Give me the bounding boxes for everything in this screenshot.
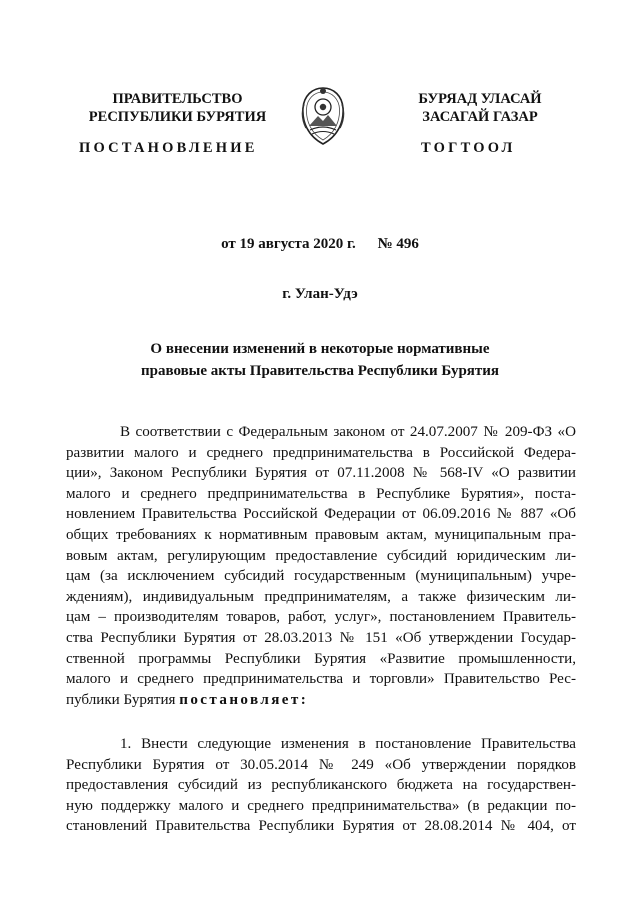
document-number: № 496 xyxy=(377,236,419,252)
text-fragment: публики Бурятия xyxy=(66,691,180,708)
header-left-block xyxy=(60,90,295,126)
title-line-1: О внесении изменений в некоторые нормативные xyxy=(150,341,490,357)
coat-of-arms-icon xyxy=(298,82,348,148)
date-number-line xyxy=(0,236,640,253)
header-left-line-1: ПРАВИТЕЛЬСТВО xyxy=(112,91,243,107)
doc-type-ru: ПОСТАНОВЛЕНИЕ xyxy=(79,140,258,156)
text-line: предоставления субсидий из республиканского бюджета на государствен- xyxy=(66,777,576,794)
header-right-line-1: БУРЯАД УЛАСАЙ xyxy=(418,91,542,107)
text-line: цам (за исключением субсидий государственным (муниципальным) учре- xyxy=(66,568,576,585)
text-line: новлением Правительства Российской Федерации от 06.09.2016 № 887 «Об xyxy=(66,506,576,523)
text-line: ную поддержку малого и среднего предпринимательства» (в редакции по- xyxy=(66,797,576,814)
text-line: малого и среднего предпринимательства в Республике Бурятия», поста- xyxy=(66,485,576,502)
document-title xyxy=(90,338,550,382)
text-line: 1. Внести следующие изменения в постановление Правительства xyxy=(120,736,576,752)
text-line: вовым актам, регулирующим предоставление субсидий юридическим ли- xyxy=(66,547,576,564)
resolves-keyword: постановляет: xyxy=(179,691,309,708)
header-right-line-2: ЗАСАГАЙ ГАЗАР xyxy=(422,109,538,125)
text-line: Республики Бурятия от 30.05.2014 № 249 «Об утверждении порядков xyxy=(66,756,576,773)
document-date: от 19 августа 2020 г. xyxy=(221,236,356,252)
text-line: общих требованиях к нормативным правовым актам, муниципальным пра- xyxy=(66,526,576,543)
text-line: ственной программы Республики Бурятия «Развитие промышленности, xyxy=(66,650,576,667)
text-line: В соответствии с Федеральным законом от 24.07.2007 № 209-ФЗ «О xyxy=(120,424,576,440)
text-line-last xyxy=(66,690,576,711)
document-city: г. Улан-Удэ xyxy=(282,286,358,302)
text-line: ства Республики Бурятия от 28.03.2013 № 151 «Об утверждении Государ- xyxy=(66,629,576,646)
doc-type-bua: ТОГТООЛ xyxy=(421,140,516,156)
item-1-paragraph xyxy=(66,734,576,837)
header-right-block xyxy=(380,90,580,126)
text-line: развитии малого и среднего предпринимательства в Российской Федера- xyxy=(66,444,576,461)
text-line: цам – производителям товаров, работ, услуг», постановлением Правитель- xyxy=(66,609,576,626)
text-line: ждениям), индивидуальным предпринимателям, а также физическим ли- xyxy=(66,588,576,605)
text-line: ции», Законом Республики Бурятия от 07.11.2008 № 568-IV «О развитии xyxy=(66,465,576,482)
header-left-line-2: РЕСПУБЛИКИ БУРЯТИЯ xyxy=(88,109,267,125)
title-line-2: правовые акты Правительства Республики Бурятия xyxy=(140,363,500,379)
preamble-paragraph xyxy=(66,422,576,710)
text-line: малого и среднего предпринимательства и торговли» Правительство Рес- xyxy=(66,671,576,688)
text-line: становлений Правительства Республики Бурятия от 28.08.2014 № 404, от xyxy=(66,818,576,835)
